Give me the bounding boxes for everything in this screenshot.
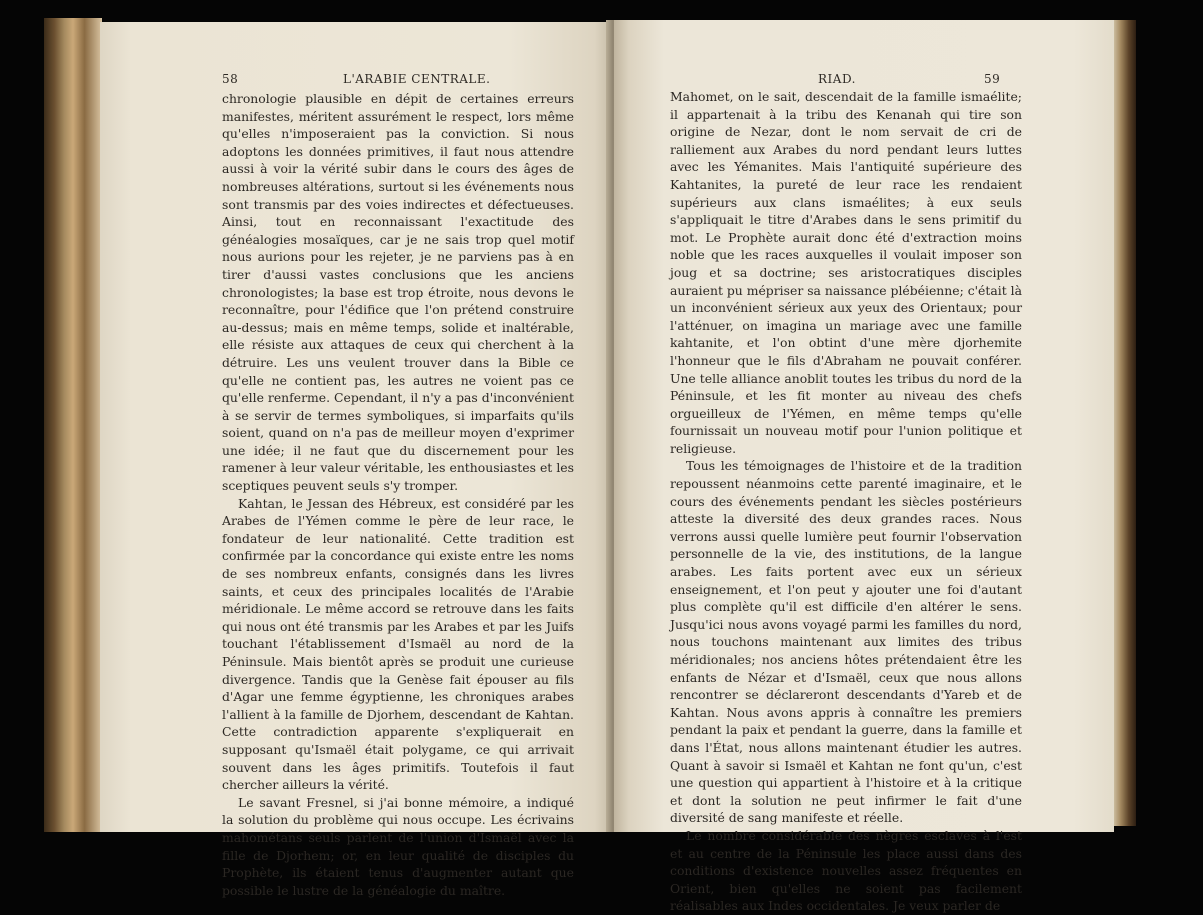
right-running-head: RIAD. <box>818 72 856 86</box>
paragraph: Le nombre considérable des nègres esclaves à l'est et au centre de la Péninsule les place aussi dans des conditions d'existence nouvelles assez fréquentes en Orient, bien qu'elles ne soient pas facilement réalisables aux Indes occidentales. Je veux parler de <box>670 827 1022 914</box>
left-page-body <box>222 90 574 899</box>
paragraph: Kahtan, le Jessan des Hébreux, est considéré par les Arabes de l'Yémen comme le père de leur race, le fondateur de leur nationalité. Cette tradition est confirmée par la concordance qui existe entre les noms de ses nombreux enfants, consignés dans les livres saints, et ceux des principales localités de l'Arabie méridionale. Le même accord se retrouve dans les faits qui nous ont été transmis par les Arabes et par les Juifs touchant l'établissement d'Ismaël au nord de la Péninsule. Mais bientôt après se produit une curieuse divergence. Tandis que la Genèse fait épouser au fils d'Agar une femme égyptienne, les chroniques arabes l'allient à la famille de Djorhem, descendant de Kahtan. Cette contradiction apparente s'expliquerait en supposant qu'Ismaël était polygame, ce qui arrivait souvent dans les âges primitifs. Toutefois il faut chercher ailleurs la vérité. <box>222 495 574 793</box>
page-edges-right <box>1112 20 1136 826</box>
paragraph: Tous les témoignages de l'histoire et de la tradition repoussent néanmoins cette parenté imaginaire, et le cours des événements pendant les siècles postérieurs atteste la diversité des deux grandes races. Nous verrons aussi quelle lumière peut fournir l'observation personnelle de la vie, des institutions, de la langue arabes. Les faits portent avec eux un sérieux enseignement, et l'on peut y ajouter une foi d'autant plus complète qu'il est difficile d'en altérer le sens. Jusqu'ici nous avons voyagé parmi les familles du nord, nous touchons maintenant aux limites des tribus méridionales; nos anciens hôtes prétendaient être les enfants de Nézar et d'Ismaël, ceux que nous allons rencontrer se déclareront descendants d'Yareb et de Kahtan. Nous avons appris à connaître les premiers pendant la paix et pendant la guerre, dans la famille et dans l'État, nous allons maintenant étudier les autres. Quant à savoir si Ismaël et Kahtan ne font qu'un, c'est une question qui appartient à l'histoire et à la critique et dont la solution ne peut infirmer le fait d'une diversité de sang manifeste et réelle. <box>670 458 1022 826</box>
paragraph: Le savant Fresnel, si j'ai bonne mémoire, a indiqué la solution du problème qui nous occupe. Les écrivains mahométans seuls parlent de l'union d'Ismaël avec la fille de Djorhem; or, en leur qualité de disciples du Prophète, ils étaient tenus d'augmenter autant que possible le lustre de la généalogie du maître. <box>222 794 574 898</box>
paragraph: chronologie plausible en dépit de certaines erreurs manifestes, méritent assurément le respect, lors même qu'elles n'imposeraient pas la conviction. Si nous adoptons les données primitives, il faut nous attendre aussi à voir la vérité subir dans le cours des âges de nombreuses altérations, surtout si les événements nous sont transmis par des voies indirectes et défectueuses. Ainsi, tout en reconnaissant l'exactitude des généalogies mosaïques, car je ne sais trop quel motif nous aurions pour les rejeter, je ne parviens pas à en tirer d'aussi vastes conclusions que les anciens chronologistes; la base est trop étroite, nous devons le reconnaître, pour l'édifice que l'on prétend construire au-dessus; mais en même temps, solide et inaltérable, elle résiste aux attaques de ceux qui cherchent à la détruire. Les uns veulent trouver dans la Bible ce qu'elle ne contient pas, les autres ne voient pas ce qu'elle renferme. Cependant, il n'y a pas d'inconvénient à se servir de termes symboliques, si imparfaits qu'ils soient, quand on n'a pas de meilleur moyen d'exprimer une idée; il ne faut que du discernement pour les ramener à leur valeur véritable, les enthousiastes et les sceptiques peuvent seuls s'y tromper. <box>222 91 574 494</box>
left-running-head: L'ARABIE CENTRALE. <box>343 72 491 86</box>
paragraph: Mahomet, on le sait, descendait de la famille ismaélite; il appartenait à la tribu des Kenanah qui tire son origine de Nezar, dont le nom servait de cri de ralliement aux Arabes du nord pendant leurs luttes avec les Yémanites. Mais l'antiquité supérieure des Kahtanites, la pureté de leur race les rendaient supérieurs aux clans ismaélites; à eux seuls s'appliquait le titre d'Arabes dans le sens primitif du mot. Le Prophète aurait donc été d'extraction moins noble que les races auxquelles il voulait imposer son joug et sa doctrine; ses aristocratiques disciples auraient pu mépriser sa naissance plébéienne; c'était là un inconvénient sérieux aux yeux des Orientaux; pour l'atténuer, on imagina un mariage avec une famille kahtanite, et l'on obtint d'une mère djorhemite l'honneur que le fils d'Abraham ne pouvait conférer. Une telle alliance anoblit toutes les tribus du nord de la Péninsule, et les fit monter au niveau des chefs orgueilleux de l'Yémen, en même temps qu'elle fournissait un nouveau motif pour l'union politique et religieuse. <box>670 89 1022 456</box>
left-page-number: 58 <box>222 72 239 86</box>
right-page-body <box>670 88 1022 915</box>
right-page-number: 59 <box>984 72 1001 86</box>
page-edges-left <box>44 18 102 832</box>
